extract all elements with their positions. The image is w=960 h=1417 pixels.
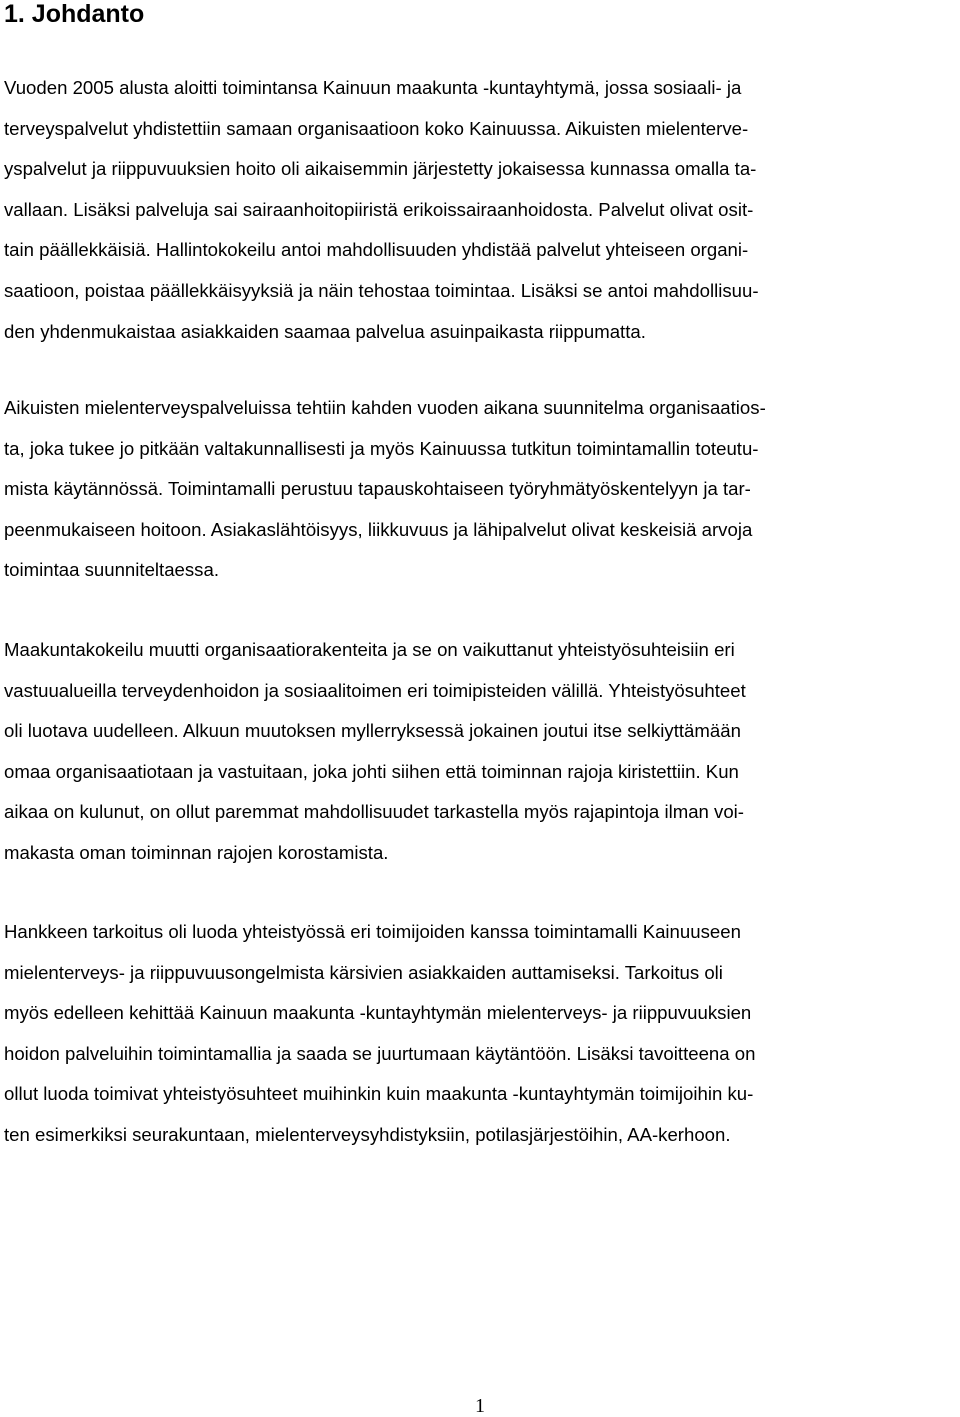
paragraph-line: Aikuisten mielenterveyspalveluissa tehtiin kahden vuoden aikana suunnitelma organisaatios- [4, 397, 766, 418]
paragraph-line: terveyspalvelut yhdistettiin samaan organisaatioon koko Kainuussa. Aikuisten mielenterve- [4, 117, 749, 139]
paragraph-line: mielenterveys- ja riippuvuusongelmista kärsivien asiakkaiden auttamiseksi. Tarkoitus oli [4, 961, 723, 983]
paragraph-line: toimintaa suunniteltaessa. [4, 559, 219, 581]
paragraph-line: Hankkeen tarkoitus oli luoda yhteistyössä eri toimijoiden kanssa toimintamalli Kainuuseen [4, 921, 741, 942]
paragraph-line: tain päällekkäisiä. Hallintokokeilu antoi mahdollisuuden yhdistää palvelut yhteiseen organi- [4, 239, 749, 261]
paragraph-line: vallaan. Lisäksi palveluja sai sairaanhoitopiiristä erikoissairaanhoidosta. Palvelut olivat osit- [4, 198, 754, 220]
paragraph-line: peenmukaiseen hoitoon. Asiakaslähtöisyys, liikkuvuus ja lähipalvelut olivat keskeisiä arvoja [4, 518, 753, 540]
paragraph-4 [4, 912, 956, 1156]
paragraph-line: aikaa on kulunut, on ollut paremmat mahdollisuudet tarkastella myös rajapintoja ilman voi- [4, 801, 745, 823]
paragraph-line: oli luotava uudelleen. Alkuun muutoksen myllerryksessä jokainen joutui itse selkiyttämään [4, 720, 741, 742]
paragraph-line: den yhdenmukaistaa asiakkaiden saamaa palvelua asuinpaikasta riippumatta. [4, 320, 646, 342]
paragraph-line: saatioon, poistaa päällekkäisyyksiä ja näin tehostaa toimintaa. Lisäksi se antoi mahdollisuu- [4, 279, 759, 301]
paragraph-1 [4, 68, 956, 352]
paragraph-line: myös edelleen kehittää Kainuun maakunta -kuntayhtymän mielenterveys- ja riippuvuuksien [4, 1002, 752, 1024]
paragraph-3 [4, 630, 956, 874]
paragraph-line: ta, joka tukee jo pitkään valtakunnallisesti ja myös Kainuussa tutkitun toimintamallin toteutu- [4, 437, 759, 459]
page-number: 1 [475, 1395, 485, 1417]
paragraph-line: yspalvelut ja riippuvuuksien hoito oli aikaisemmin järjestetty jokaisessa kunnassa omalla ta- [4, 158, 757, 180]
paragraph-line: ten esimerkiksi seurakuntaan, mielenterveysyhdistyksiin, potilasjärjestöihin, AA-kerhoon. [4, 1123, 731, 1145]
paragraph-line: Vuoden 2005 alusta aloitti toimintansa Kainuun maakunta -kuntayhtymä, jossa sosiaali- ja [4, 77, 742, 98]
paragraph-line: hoidon palveluihin toimintamallia ja saada se juurtumaan käytäntöön. Lisäksi tavoitteena on [4, 1042, 756, 1064]
paragraph-line: vastuualueilla terveydenhoidon ja sosiaalitoimen eri toimipisteiden välillä. Yhteistyösuhteet [4, 679, 746, 701]
paragraph-line: omaa organisaatiotaan ja vastuitaan, joka johti siihen että toiminnan rajoja kiristettiin. Kun [4, 760, 739, 782]
paragraph-line: mista käytännössä. Toimintamalli perustuu tapauskohtaiseen työryhmätyöskentelyyn ja tar- [4, 478, 751, 500]
paragraph-line: makasta oman toiminnan rajojen korostamista. [4, 841, 389, 863]
paragraph-2 [4, 388, 956, 591]
section-heading: 1. Johdanto [4, 0, 145, 28]
paragraph-line: ollut luoda toimivat yhteistyösuhteet muihinkin kuin maakunta -kuntayhtymän toimijoihin ku- [4, 1083, 754, 1105]
paragraph-line: Maakuntakokeilu muutti organisaatiorakenteita ja se on vaikuttanut yhteistyösuhteisiin eri [4, 639, 735, 660]
